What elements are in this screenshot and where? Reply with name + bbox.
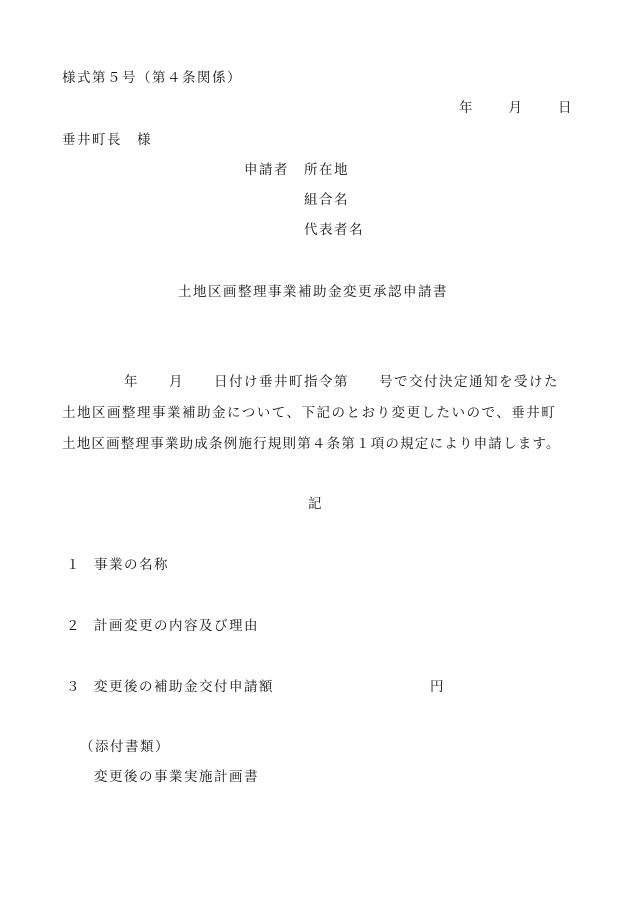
union-name-label: 組合名: [304, 192, 349, 208]
item-number: ２: [66, 618, 81, 634]
date-line: 年 月 日: [459, 100, 575, 116]
form-number: 様式第５号（第４条関係）: [62, 70, 242, 86]
item-label: 計画変更の内容及び理由: [94, 618, 259, 634]
applicant-label: 申請者: [244, 162, 289, 178]
body-line: 年 月 日付け垂井町指令第 号で交付決定通知を受けた: [124, 374, 559, 390]
addressee: 垂井町長 様: [62, 132, 152, 148]
ki-heading: 記: [308, 496, 323, 512]
document-title: 土地区画整理事業補助金変更承認申請書: [178, 284, 448, 300]
attachments-heading: （添付書類）: [80, 739, 170, 755]
body-line: 土地区画整理事業補助金について、下記のとおり変更したいので、垂井町: [62, 405, 557, 421]
yen-unit: 円: [430, 679, 445, 695]
body-line: 土地区画整理事業助成条例施行規則第４条第１項の規定により申請します。: [62, 436, 561, 452]
item-number: １: [66, 557, 81, 573]
representative-label: 代表者名: [304, 222, 364, 238]
address-label: 所在地: [304, 162, 349, 178]
item-label: 変更後の補助金交付申請額: [94, 679, 274, 695]
item-number: ３: [66, 679, 81, 695]
item-label: 事業の名称: [94, 557, 169, 573]
attachment-item: 変更後の事業実施計画書: [94, 769, 259, 785]
